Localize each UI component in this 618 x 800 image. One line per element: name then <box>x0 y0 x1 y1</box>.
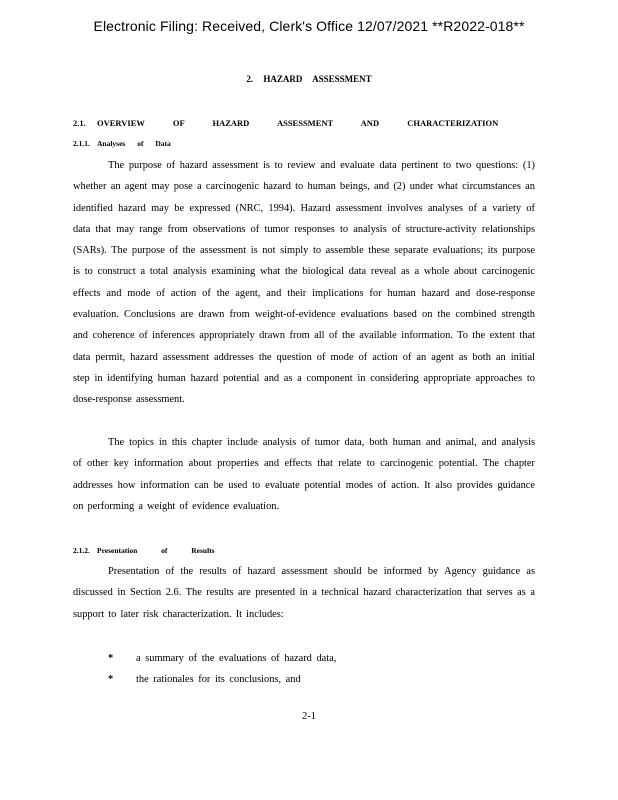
section-heading-2-1-1 <box>73 139 171 148</box>
chapter-number: 2. <box>246 74 254 84</box>
section-number: 2.1.1. <box>73 139 90 148</box>
section-number: 2.1. <box>73 118 86 128</box>
section-title: OVERVIEW OF HAZARD ASSESSMENT AND CHARACTERIZATION <box>97 118 499 128</box>
bullet-star-icon: * <box>108 674 114 685</box>
list-item <box>108 648 336 669</box>
section-number: 2.1.2. <box>73 546 90 555</box>
filing-header: Electronic Filing: Received, Clerk's Office 12/07/2021 **R2022-018** <box>93 18 525 34</box>
section-heading-2-1 <box>73 118 498 128</box>
section-title: Presentation of Results <box>97 546 215 555</box>
bullet-list <box>108 648 336 690</box>
section-heading-2-1-2 <box>73 546 215 555</box>
bullet-star-icon: * <box>108 653 114 664</box>
page-number: 2-1 <box>302 711 316 722</box>
chapter-title-text: HAZARD ASSESSMENT <box>263 74 372 84</box>
list-item-text: the rationales for its conclusions, and <box>136 674 301 685</box>
chapter-title <box>0 74 618 84</box>
list-item <box>108 669 336 690</box>
body-paragraph-topics: The topics in this chapter include analysis of tumor data, both human and animal, and analysis of other key information about properties and effects that relate to carcinogenic potential. The chapter addresses how information can be used to evaluate potential modes of action. It also provides guidance on performing a weight of evidence evaluation. <box>73 437 535 512</box>
body-paragraph-presentation: Presentation of the results of hazard assessment should be informed by Agency guidance as discussed in Section 2.6. The results are presented in a technical hazard characterization that serves as a support to later risk characterization. It includes: <box>73 566 535 620</box>
body-paragraph-purpose: The purpose of hazard assessment is to review and evaluate data pertinent to two questions: (1) whether an agent may pose a carcinogenic hazard to human beings, and (2) under what circumstances an identified hazard may be expressed (NRC, 1994). Hazard assessment involves analyses of a variety of data that may range from observations of tumor responses to analysis of structure-activity relationships (SARs). The purpose of the assessment is not simply to assemble these separate evaluations; its purpose is to construct a total analysis examining what the biological data reveal as a whole about carcinogenic effects and mode of action of the agent, and their implications for human hazard and dose-response evaluation. Conclusions are drawn from weight-of-evidence evaluations based on the combined strength and coherence of inferences appropriately drawn from all of the available information. To the extent that data permit, hazard assessment addresses the question of mode of action of an agent as both an initial step in identifying human hazard potential and as a component in considering appropriate approaches to dose-response assessment. <box>73 160 535 406</box>
section-title: Analyses of Data <box>97 139 171 148</box>
list-item-text: a summary of the evaluations of hazard data, <box>136 653 337 664</box>
